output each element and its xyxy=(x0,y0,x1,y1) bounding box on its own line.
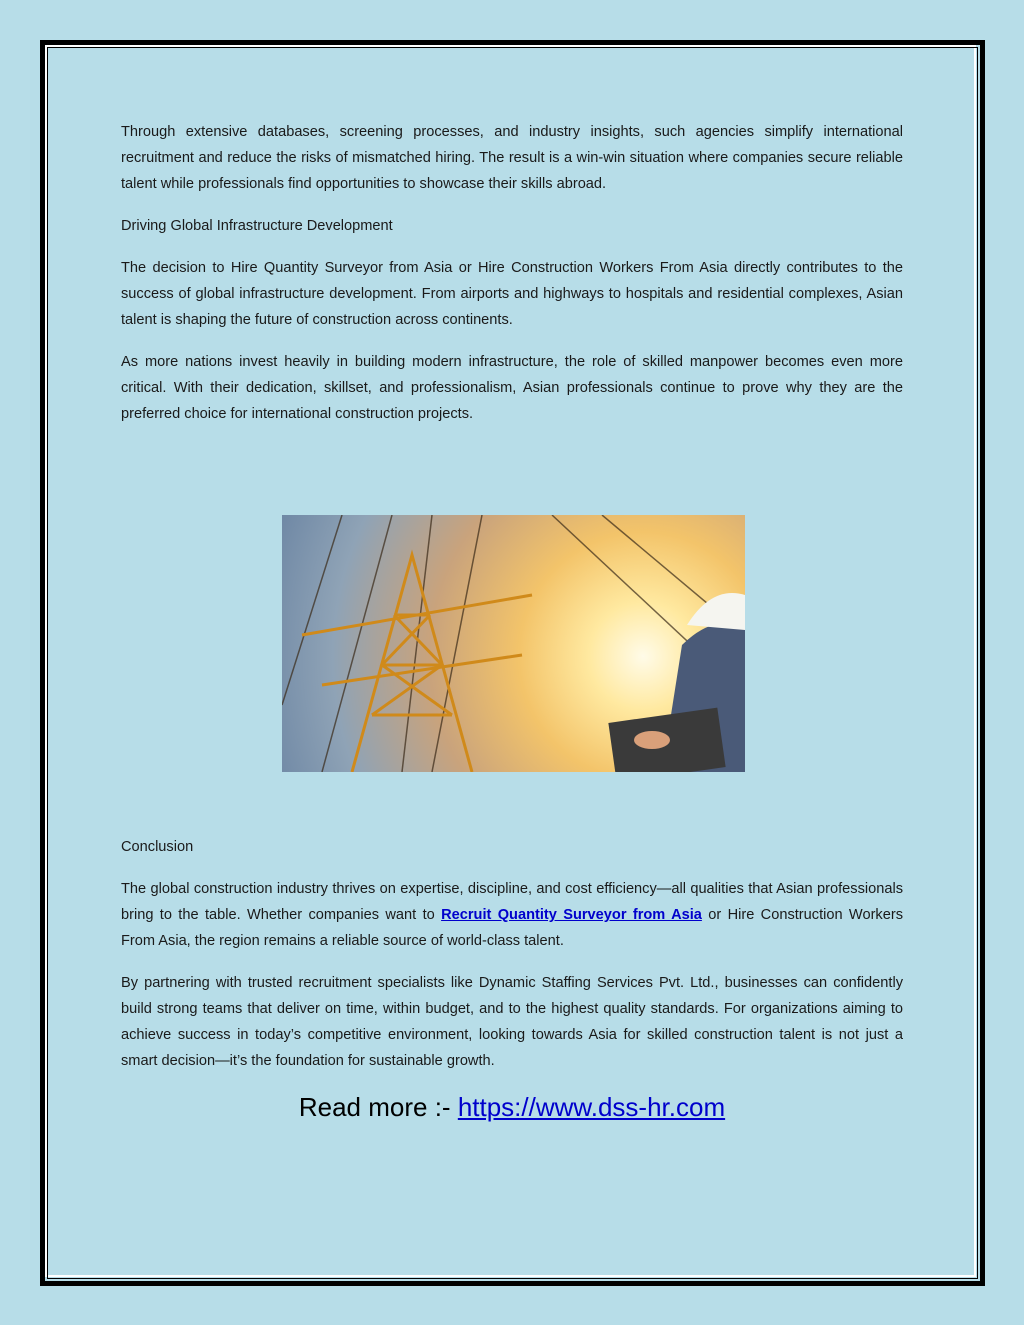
article-conclusion xyxy=(121,834,903,1090)
paragraph-conclusion-2: By partnering with trusted recruitment specialists like Dynamic Staffing Services Pvt. Ltd., businesses can confidently build strong teams that deliver on time, within budget, and to the highest quality standards. For organizations aiming to achieve success in today’s competitive environment, looking towards Asia for skilled construction talent is not just a smart decision—it’s the foundation for sustainable growth. xyxy=(121,975,903,1069)
read-more xyxy=(0,1092,1024,1123)
paragraph-infrastructure: The decision to Hire Quantity Surveyor from Asia or Hire Construction Workers From Asia directly contributes to the success of global infrastructure development. From airports and highways to hospitals and residential complexes, Asian talent is shaping the future of construction across continents. xyxy=(121,260,903,328)
paragraph-manpower: As more nations invest heavily in building modern infrastructure, the role of skilled manpower becomes even more critical. With their dedication, skillset, and professionalism, Asian professionals continue to prove why they are the preferred choice for international construction projects. xyxy=(121,354,903,422)
pylon-engineer-illustration xyxy=(282,515,745,772)
article-top xyxy=(121,119,903,443)
text: The global construction industry thrives on expertise, discipline, and cost efficiency—all qualities that Asian professionals bring to the table. Whether companies want to xyxy=(121,881,903,923)
read-more-label: Read more :- xyxy=(298,1092,458,1122)
text: or Hire Construction Workers From Asia, the region remains a reliable source of world-class talent. xyxy=(121,907,903,949)
section-heading: Driving Global Infrastructure Development xyxy=(121,218,393,234)
recruit-quantity-surveyor-link[interactable]: Recruit Quantity Surveyor from Asia xyxy=(441,907,702,923)
paragraph-conclusion-1 xyxy=(121,876,903,954)
website-link[interactable]: https://www.dss-hr.com xyxy=(457,1092,726,1122)
construction-photo xyxy=(282,515,745,772)
conclusion-heading: Conclusion xyxy=(121,839,194,855)
paragraph-intro: Through extensive databases, screening processes, and industry insights, such agencies simplify international recruitment and reduce the risks of mismatched hiring. The result is a win-win situation where companies secure reliable talent while professionals find opportunities to showcase their skills abroad. xyxy=(121,124,903,192)
